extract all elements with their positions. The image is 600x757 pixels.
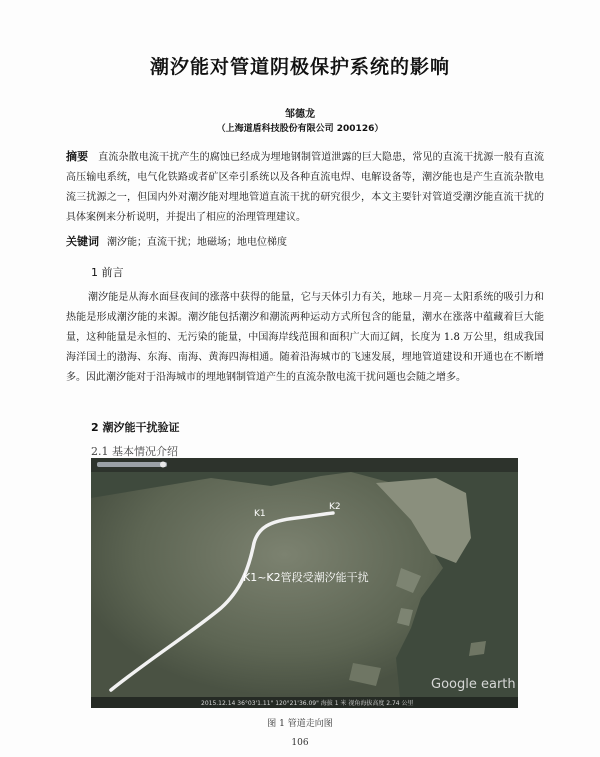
k1-label: K1: [254, 509, 266, 519]
pipeline-route-map: [91, 458, 518, 708]
slider-handle: [160, 462, 166, 468]
author-name: 邹德龙: [285, 109, 315, 120]
section-2-1-heading: 2.1 基本情况介绍: [91, 445, 178, 458]
section-2-heading: 2 潮汐能干扰验证: [91, 421, 180, 434]
time-slider: [97, 462, 167, 467]
keywords-label: 关键词: [66, 235, 99, 248]
figure-caption: 图 1 管道走向图: [267, 719, 333, 729]
k2-label: K2: [329, 502, 341, 512]
keywords: [66, 233, 544, 252]
google-earth-watermark: Google earth: [431, 677, 516, 692]
section-1-text: 潮汐能是从海水面昼夜间的涨落中获得的能量，它与天体引力有关，地球－月亮－太阳系统的吸引力和热能是形成潮汐能的来源。潮汐能包括潮汐和潮流两种运动方式所包含的能量，潮水在涨落中蕴藏着巨大能量，这种能量是永恒的、无污染的能量，中国海岸线范围和面积广大而辽阔，长度为 1.8 万公里，组成我国海洋国土的渤海、东海、南海、黄海四海相通。随着沿海城市的飞速发展，埋地管道建设和开通也在不断增多。因此潮汐能对于沿海城市的埋地钢制管道产生的直流杂散电流干扰问题也会随之增多。: [66, 292, 544, 383]
abstract-label: 摘要: [66, 150, 89, 163]
page-number: 106: [291, 738, 309, 748]
section-1-heading: 1 前言: [91, 266, 124, 279]
islet-east: [469, 641, 486, 656]
land-mass: [91, 472, 443, 708]
satellite-map: [91, 458, 518, 708]
keywords-text: 潮汐能；直流干扰；地磁场；地电位梯度: [107, 237, 287, 248]
abstract-text: 直流杂散电流干扰产生的腐蚀已经成为埋地钢制管道泄露的巨大隐患，常见的直流干扰源一般有直流高压输电系统，电气化铁路或者矿区牵引系统以及各种直流电焊、电解设备等，潮汐能也是产生直流杂散电流三扰源之一，但国内外对潮汐能对埋地管道直流干扰的研究很少，本文主要针对管道受潮汐能直流干扰的具体案例来分析说明，并提出了相应的治理管理建议。: [66, 152, 545, 223]
interference-annotation: K1~K2管段受潮汐能干扰: [243, 571, 369, 584]
abstract: [66, 147, 544, 228]
status-bar-text: 2015.12.14 36°03'1.11" 120°21'36.09" 海拔 1 米 视角海拔高度 2.74 公里: [201, 700, 414, 707]
author-affiliation: （上海道盾科技股份有限公司 200126）: [216, 124, 384, 134]
paper-title: 潮汐能对管道阴极保护系统的影响: [149, 56, 450, 78]
